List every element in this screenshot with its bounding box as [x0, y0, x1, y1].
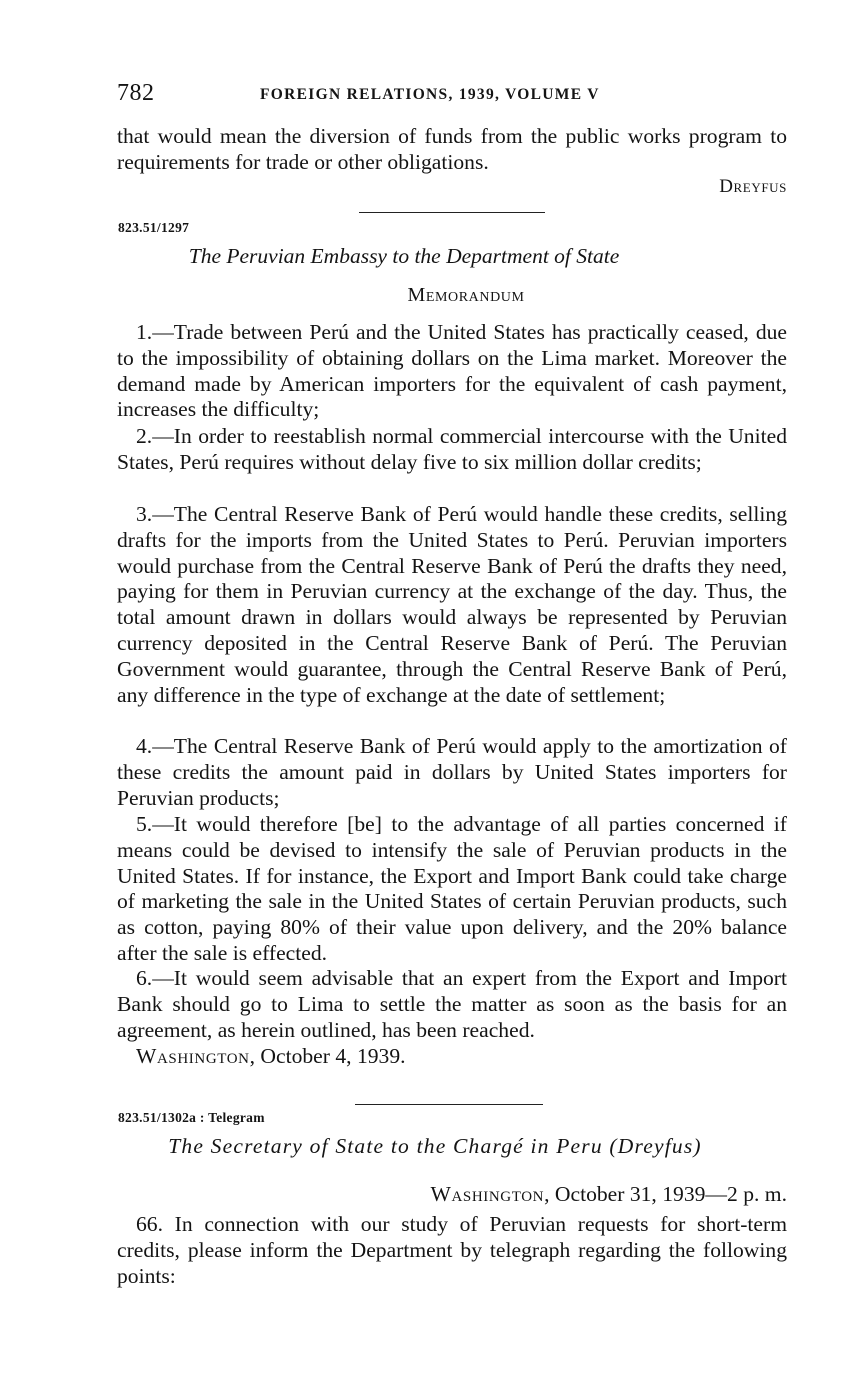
memo-paragraph-4: 4.—The Central Reserve Bank of Perú would apply to the amortization of these credits the amount paid in dollars by United States importers for Peruvian products; [117, 734, 787, 810]
memo-paragraph-5: 5.—It would therefore [be] to the advantage of all parties concerned if means could be devised to intensify the sale of Peruvian products in the United States. If for instance, the Export and Import Bank could take charge of marketing the sale in the United States of certain Peruvian products, such as cotton, paying 80% of their value upon delivery, and the 20% balance after the sale is effected. [117, 812, 787, 965]
signature: Dreyfus [719, 176, 787, 197]
continuation-paragraph: that would mean the diversion of funds from the public works program to requirements for trade or other obligations. [117, 124, 787, 174]
memo-paragraph-2: 2.—In order to reestablish normal commercial intercourse with the United States, Perú requires without delay five to six million dollar credits; [117, 424, 787, 474]
memo-paragraph-3: 3.—The Central Reserve Bank of Perú would handle these credits, selling drafts for the imports from the United States to Perú. Peruvian importers would purchase from the Central Reserve Bank of Perú the drafts they need, paying for them in Peruvian currency at the exchange of the day. Thus, the total amount drawn in dollars would always be represented by Peruvian currency deposited in the Central Reserve Bank of Perú. The Peruvian Government would guarantee, through the Central Reserve Bank of Perú, any difference in the type of exchange at the date of settlement; [117, 502, 787, 707]
dateline-place: Washington [136, 1044, 250, 1068]
section-divider [359, 212, 545, 213]
running-title: FOREIGN RELATIONS, 1939, VOLUME V [260, 86, 600, 103]
memorandum-subheading-text: Memorandum [407, 284, 525, 306]
memo-paragraph-6: 6.—It would seem advisable that an expert from the Export and Import Bank should go to Lima to settle the matter as soon as the basis for an agreement, as herein outlined, has been reached. [117, 966, 787, 1042]
dateline-date: , October 31, 1939—2 p. m. [544, 1182, 787, 1206]
dateline [136, 1044, 406, 1069]
page-number: 782 [117, 80, 155, 106]
document-heading-text: The Peruvian Embassy to the Department of State [188, 244, 620, 268]
dateline-place: Washington [430, 1182, 545, 1206]
document-heading [117, 1134, 787, 1159]
telegram-paragraph: 66. In connection with our study of Peruvian requests for short-term credits, please inform the Department by telegraph regarding the following points: [117, 1212, 787, 1288]
section-divider [355, 1104, 543, 1105]
running-head [117, 80, 787, 108]
document-heading [117, 244, 787, 269]
dateline-date: , October 4, 1939. [249, 1044, 406, 1068]
document-heading-text: The Secretary of State to the Chargé in Peru (Dreyfus) [168, 1134, 702, 1158]
memo-paragraph-1: 1.—Trade between Perú and the United States has practically ceased, due to the impossibility of obtaining dollars on the Lima market. Moreover the demand made by American importers for the equivalent of cash payment, increases the difficulty; [117, 320, 787, 422]
telegram-dateline [430, 1182, 787, 1207]
memorandum-subheading [117, 284, 787, 307]
file-number: 823.51/1297 [118, 220, 190, 235]
file-number: 823.51/1302a : Telegram [118, 1110, 265, 1125]
